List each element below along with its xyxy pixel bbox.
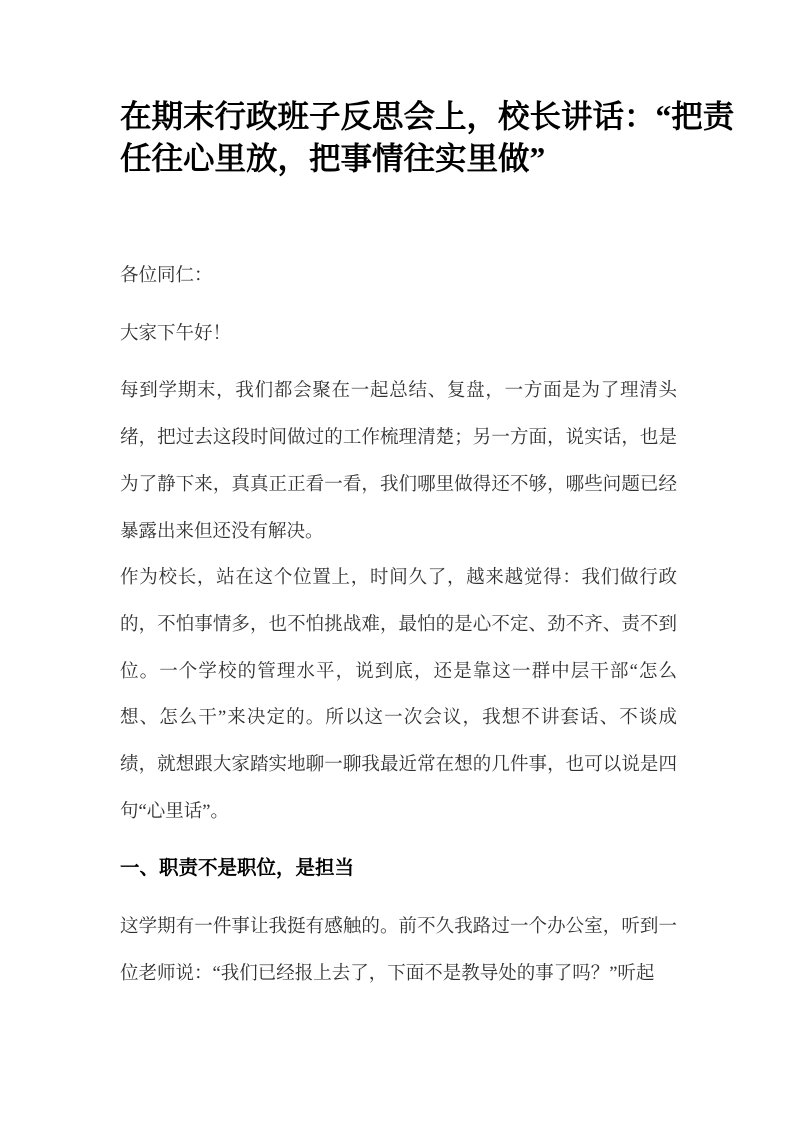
greeting-paragraph: 大家下午好！ (120, 323, 232, 344)
salutation-paragraph: 各位同仁： (120, 266, 213, 286)
body-paragraph-truncated: 这学期有一件事让我挺有感触的。前不久我路过一个办公室，听到一位老师说：“我们已经报上去了，下面不是教导处的事了吗？”听起 (120, 917, 677, 984)
section-heading: 一、职责不是职位，是担当 (120, 858, 355, 880)
body-paragraph: 每到学期末，我们都会聚在一起总结、复盘，一方面是为了理清头绪，把过去这段时间做过的工作梳理清楚；另一方面，说实话，也是为了静下来，真真正正看一看，我们哪里做得还不够，哪些问题已经暴露出来但还没有解决。 (120, 381, 677, 542)
document-title: 在期末行政班子反思会上，校长讲话：“把责任往心里放，把事情往实里做” (120, 99, 735, 176)
body-paragraph: 作为校长，站在这个位置上，时间久了，越来越觉得：我们做行政的，不怕事情多，也不怕挑战难，最怕的是心不定、劲不齐、责不到位。一个学校的管理水平，说到底，还是靠这一群中层干部“怎么想、怎么干”来决定的。所以这一次会议，我想不讲套话、不谈成绩，就想跟大家踏实地聊一聊我最近常在想的几件事，也可以说是四句“心里话”。 (120, 568, 677, 822)
